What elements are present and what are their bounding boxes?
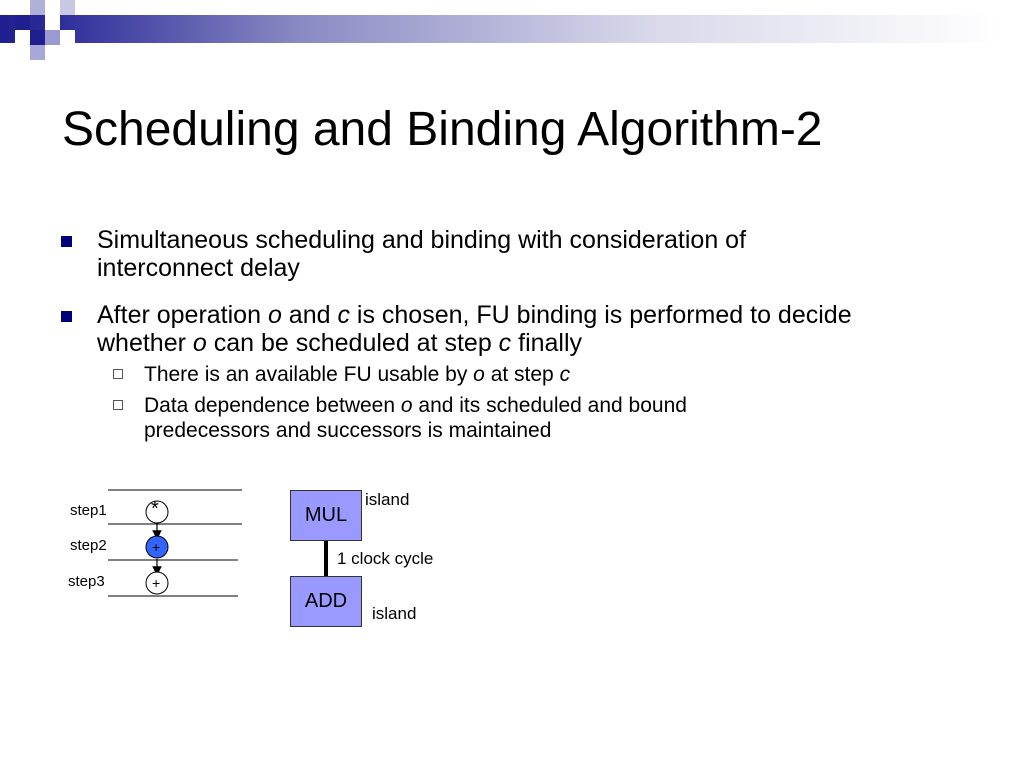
clock-cycle-label: 1 clock cycle	[337, 549, 434, 568]
page-title: Scheduling and Binding Algorithm-2	[62, 103, 823, 156]
deco-square	[60, 30, 75, 45]
sub-bullet-2	[144, 393, 687, 443]
sub-bullet-1	[144, 362, 570, 387]
add-unit-label: ADD	[304, 590, 348, 612]
island-label-top: island	[365, 490, 410, 509]
island-label-bottom: island	[372, 604, 417, 623]
bullet-1	[97, 226, 746, 282]
sub-bullet-2-line-2: predecessors and successors is maintained	[144, 419, 552, 442]
bullet-marker	[61, 311, 72, 322]
deco-square	[60, 0, 75, 15]
deco-square	[15, 30, 30, 45]
deco-square	[30, 0, 45, 15]
header-gradient-bar	[0, 15, 1024, 43]
sub-bullet-1-text: There is an available FU usable by o at step c	[144, 363, 571, 386]
node-label-multiply: *	[151, 498, 159, 520]
bullet-2-line-2: whether o can be scheduled at step c finally	[97, 329, 583, 357]
sub-bullet-marker	[113, 400, 123, 410]
sub-bullet-marker	[113, 369, 123, 379]
deco-square	[45, 15, 60, 30]
mul-unit-box	[290, 490, 362, 541]
bullet-1-line-2: interconnect delay	[97, 254, 300, 282]
step-label: step3	[68, 573, 105, 590]
mul-unit-label: MUL	[304, 504, 348, 526]
deco-square	[15, 15, 30, 30]
schedule-diagram	[100, 480, 250, 610]
add-unit-box	[290, 576, 362, 627]
deco-square	[30, 45, 45, 60]
node-label-add: +	[152, 539, 161, 555]
interconnect-line	[324, 541, 328, 577]
deco-square	[30, 30, 45, 45]
bullet-1-line-1: Simultaneous scheduling and binding with consideration of	[97, 226, 747, 254]
step-label: step2	[70, 537, 107, 554]
step-label: step1	[70, 502, 107, 519]
sub-bullet-2-line-1: Data dependence between o and its scheduled and bound	[144, 394, 687, 417]
node-label-add: +	[152, 575, 161, 591]
bullet-2-line-1: After operation o and c is chosen, FU binding is performed to decide	[97, 301, 852, 329]
bullet-marker	[61, 236, 72, 247]
bullet-2	[97, 301, 852, 357]
deco-square	[45, 30, 60, 45]
